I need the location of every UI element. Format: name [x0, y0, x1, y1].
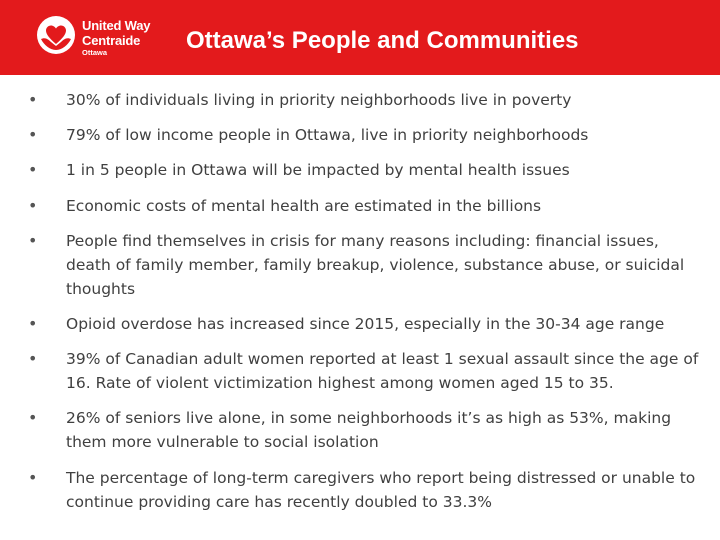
- slide-header: [0, 0, 720, 75]
- bullet-item: • 39% of Canadian adult women reported at least 1 sexual assault since the age of 16. Rate of violent victimization highest among women aged 15 to 35.: [28, 347, 708, 395]
- bullet-item: • 1 in 5 people in Ottawa will be impacted by mental health issues: [28, 158, 708, 182]
- bullet-item: • People find themselves in crisis for many reasons including: financial issues, death of family member, family breakup, violence, substance abuse, or suicidal thoughts: [28, 229, 708, 301]
- slide-title: Ottawa’s People and Communities: [186, 27, 579, 54]
- logo-wordmark: [82, 18, 150, 58]
- bullet-item: • The percentage of long-term caregivers who report being distressed or unable to continue providing care has recently doubled to 33.3%: [28, 466, 708, 514]
- logo-line-united-way: United Way: [82, 18, 151, 33]
- bullet-item: • 79% of low income people in Ottawa, live in priority neighborhoods: [28, 123, 708, 147]
- logo-line-ottawa: Ottawa: [82, 48, 108, 57]
- bullet-item: • 26% of seniors live alone, in some neighborhoods it’s as high as 53%, making them more vulnerable to social isolation: [28, 406, 708, 454]
- hands-heart-icon: [36, 15, 76, 55]
- bullet-item: • Economic costs of mental health are estimated in the billions: [28, 194, 708, 218]
- united-way-logo: [36, 15, 161, 63]
- bullet-list: [28, 88, 708, 525]
- logo-line-centraide: Centraide: [82, 33, 141, 48]
- bullet-item: • 30% of individuals living in priority neighborhoods live in poverty: [28, 88, 708, 112]
- bullet-item: • Opioid overdose has increased since 2015, especially in the 30-34 age range: [28, 312, 708, 336]
